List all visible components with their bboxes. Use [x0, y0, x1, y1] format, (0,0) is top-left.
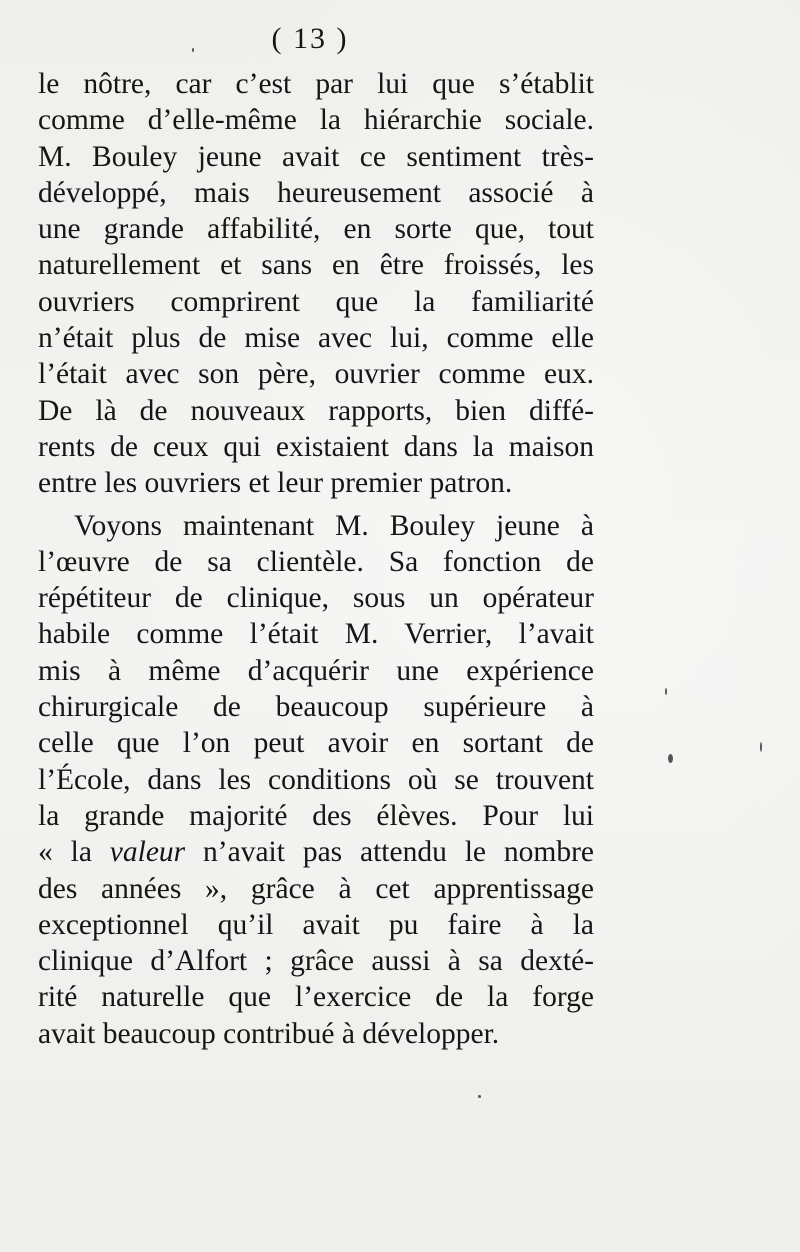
italic-word: valeur — [109, 836, 186, 869]
paragraph-1 — [38, 66, 594, 502]
scan-speck — [760, 742, 762, 752]
text-line: l’École, dans les conditions où se trouvent — [38, 763, 594, 796]
scan-speck — [478, 1095, 481, 1098]
scan-speck — [665, 688, 667, 695]
text-fragment: n’avait pas attendu le nombre — [185, 836, 594, 869]
text-line: comme d’elle-même la hiérarchie sociale. — [38, 104, 594, 137]
text-line: clinique d’Alfort ; grâce aussi à sa dexté- — [38, 945, 594, 978]
text-line: Voyons maintenant M. Bouley jeune à — [74, 509, 594, 542]
text-line: De là de nouveaux rapports, bien diffé- — [38, 394, 594, 427]
body-text — [38, 66, 594, 1052]
text-fragment: « la — [38, 836, 110, 869]
text-line: des années », grâce à cet apprentissage — [38, 872, 594, 905]
text-line: M. Bouley jeune avait ce sentiment très- — [38, 140, 594, 173]
text-line: chirurgicale de beaucoup supérieure à — [38, 691, 594, 724]
text-line: rité naturelle que l’exercice de la forge — [38, 981, 594, 1014]
text-line: avait beaucoup contribué à développer. — [38, 1017, 500, 1050]
scan-speck — [668, 754, 673, 763]
text-line: rents de ceux qui existaient dans la maison — [38, 430, 594, 463]
text-line: entre les ouvriers et leur premier patron. — [38, 467, 513, 500]
text-line: celle que l’on peut avoir en sortant de — [38, 727, 594, 760]
text-line: n’était plus de mise avec lui, comme elle — [38, 322, 594, 355]
text-line: exceptionnel qu’il avait pu faire à la — [38, 908, 594, 941]
text-line: une grande affabilité, en sorte que, tout — [38, 213, 594, 246]
scan-speck — [192, 48, 194, 52]
text-line: ouvriers comprirent que la familiarité — [38, 285, 594, 318]
text-line: développé, mais heureusement associé à — [38, 176, 594, 209]
text-line: la grande majorité des élèves. Pour lui — [38, 799, 594, 832]
text-line: l’était avec son père, ouvrier comme eux. — [38, 358, 594, 391]
page-number: ( 13 ) — [271, 22, 349, 55]
text-line: le nôtre, car c’est par lui que s’établit — [38, 68, 594, 100]
text-line: l’œuvre de sa clientèle. Sa fonction de — [38, 545, 594, 578]
text-line — [38, 834, 594, 870]
paragraph-2 — [38, 508, 594, 1052]
text-line: répétiteur de clinique, sous un opérateur — [38, 582, 594, 615]
text-line: naturellement et sans en être froissés, les — [38, 249, 594, 282]
text-line: habile comme l’était M. Verrier, l’avait — [38, 618, 594, 651]
text-line: mis à même d’acquérir une expérience — [38, 654, 594, 687]
